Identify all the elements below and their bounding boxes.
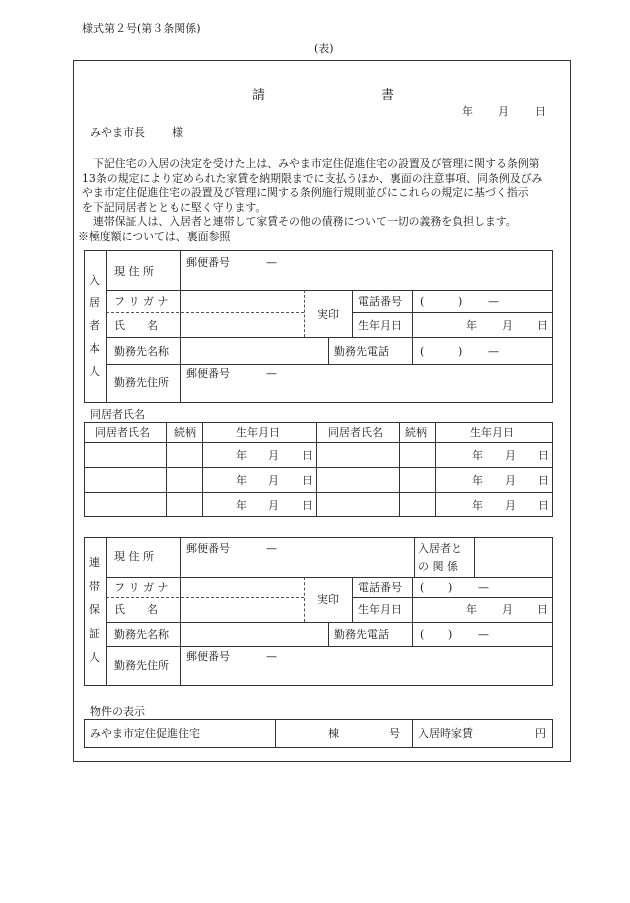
phone-dash: —	[488, 295, 499, 308]
side-label: (表)	[314, 42, 334, 55]
body-line: 13条の規定により定められた家賃を納期限までに支払うほか、裏面の注意事項、同条例及びみ	[82, 171, 543, 185]
title-right: 書	[381, 88, 395, 103]
seal-label: 実印	[317, 593, 339, 606]
body-line: を下記同居者とともに堅く守ります。	[82, 200, 267, 214]
employer-postal-label: 郵便番号	[186, 650, 230, 663]
employer-phone-label: 勤務先電話	[334, 345, 389, 358]
date-month: 月	[505, 499, 516, 512]
tenant-side-char: 居	[89, 296, 100, 309]
form-number: 様式第２号(第３条関係)	[82, 22, 201, 35]
postal-label: 郵便番号	[186, 256, 230, 269]
body-line: やま市定住促進住宅の設置及び管理に関する条例施行規則並びにこれらの規定に基づく指示	[82, 186, 529, 199]
honorific: 様	[172, 126, 183, 139]
date-day: 日	[302, 499, 313, 512]
yen-label: 円	[535, 727, 546, 740]
birth-month: 月	[502, 603, 513, 616]
date-day: 日	[535, 105, 546, 118]
date-month: 月	[505, 474, 516, 487]
date-year: 年	[472, 449, 483, 462]
rent-label: 入居時家賃	[418, 727, 473, 740]
postal-dash: —	[266, 256, 277, 269]
employer-postal-label: 郵便番号	[186, 367, 230, 380]
col-birth: 生年月日	[470, 426, 514, 439]
date-month: 月	[268, 449, 279, 462]
date-month: 月	[505, 449, 516, 462]
relation-label: 入居者と	[418, 542, 462, 555]
date-day: 日	[538, 499, 549, 512]
address-label: 現 住 所	[114, 550, 154, 563]
unit-label: 号	[389, 727, 400, 740]
title-left: 請	[252, 88, 266, 103]
date-year: 年	[462, 105, 473, 118]
date-year: 年	[472, 499, 483, 512]
birth-month: 月	[502, 319, 513, 332]
guarantor-side-char: 人	[89, 651, 100, 664]
guarantor-side-char: 連	[89, 556, 100, 569]
body-line: 連帯保証人は、入居者と連帯して家賃その他の債務について一切の義務を負担します。	[93, 215, 517, 228]
employer-address-label: 勤務先住所	[114, 659, 169, 672]
col-relation: 続柄	[405, 426, 427, 439]
employer-phone-open: (	[420, 628, 425, 641]
addressee: みやま市長	[90, 126, 145, 139]
postal-label: 郵便番号	[186, 542, 230, 555]
name-label: 氏 名	[114, 319, 158, 332]
birth-day: 日	[537, 319, 548, 332]
col-birth: 生年月日	[236, 426, 280, 439]
building-label: 棟	[328, 727, 339, 740]
employer-phone-close: )	[458, 345, 463, 358]
relation-label: の 関 係	[418, 560, 458, 573]
birth-label: 生年月日	[358, 319, 402, 332]
birth-label: 生年月日	[358, 603, 402, 616]
date-year: 年	[236, 449, 247, 462]
date-day: 日	[302, 449, 313, 462]
note-line: ※極度額については、裏面参照	[78, 229, 231, 243]
address-label: 現 住 所	[114, 265, 154, 278]
date-day: 日	[538, 474, 549, 487]
employer-label: 勤務先名称	[114, 345, 169, 358]
declaration-text	[78, 157, 572, 244]
date-day: 日	[302, 474, 313, 487]
employer-phone-close: )	[448, 628, 453, 641]
employer-postal-dash: —	[266, 650, 277, 663]
phone-label: 電話番号	[358, 295, 402, 308]
phone-close: )	[458, 295, 463, 308]
date-month: 月	[268, 474, 279, 487]
date-month: 月	[498, 105, 509, 118]
date-day: 日	[538, 449, 549, 462]
body-line: 下記住宅の入居の決定を受けた上は、みやま市定住促進住宅の設置及び管理に関する条例第	[93, 157, 540, 170]
furigana-label: フ リ ガ ナ	[114, 295, 169, 308]
date-month: 月	[268, 499, 279, 512]
birth-year: 年	[466, 319, 477, 332]
phone-open: (	[420, 581, 425, 594]
date-year: 年	[236, 474, 247, 487]
furigana-label: フ リ ガ ナ	[114, 581, 169, 594]
property-section-label: 物件の表示	[90, 705, 145, 718]
employer-address-label: 勤務先住所	[114, 376, 169, 389]
birth-day: 日	[537, 603, 548, 616]
tenant-side-char: 者	[89, 319, 100, 332]
employer-phone-label: 勤務先電話	[334, 628, 389, 641]
date-year: 年	[236, 499, 247, 512]
employer-label: 勤務先名称	[114, 628, 169, 641]
cohabitants-section-label: 同居者氏名	[90, 408, 145, 421]
phone-label: 電話番号	[358, 581, 402, 594]
date-year: 年	[472, 474, 483, 487]
phone-open: (	[420, 295, 425, 308]
col-name: 同居者氏名	[328, 426, 383, 439]
guarantor-side-char: 帯	[89, 580, 100, 593]
seal-label: 実印	[317, 308, 339, 321]
name-label: 氏 名	[114, 603, 158, 616]
postal-dash: —	[266, 542, 277, 555]
guarantor-side-char: 保	[89, 603, 100, 616]
guarantor-side-char: 証	[89, 627, 100, 640]
tenant-side-char: 入	[89, 274, 100, 287]
col-relation: 続柄	[174, 426, 196, 439]
employer-phone-dash: —	[478, 628, 489, 641]
col-name: 同居者氏名	[95, 426, 150, 439]
phone-dash: —	[478, 581, 489, 594]
phone-close: )	[448, 581, 453, 594]
housing-name: みやま市定住促進住宅	[90, 727, 200, 740]
tenant-side-char: 人	[89, 365, 100, 378]
birth-year: 年	[466, 603, 477, 616]
employer-postal-dash: —	[266, 367, 277, 380]
employer-phone-dash: —	[488, 345, 499, 358]
tenant-side-char: 本	[89, 342, 100, 355]
employer-phone-open: (	[420, 345, 425, 358]
